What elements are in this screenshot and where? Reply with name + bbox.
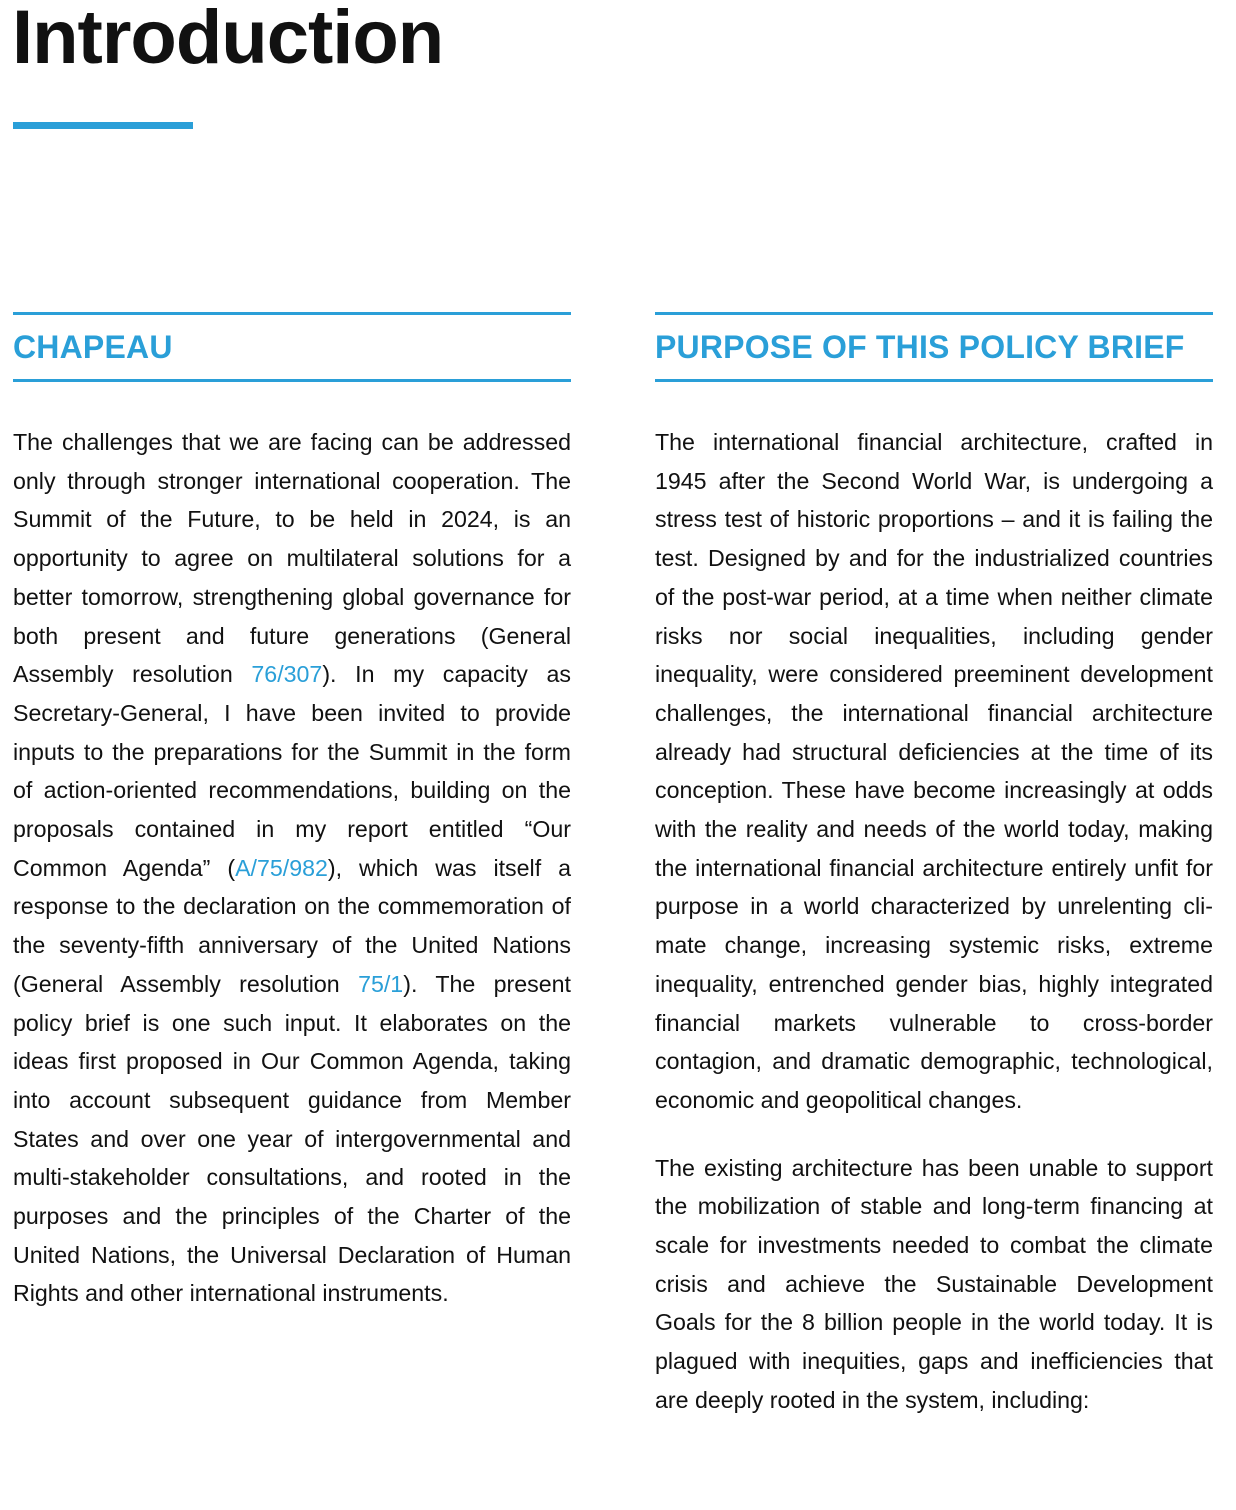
chapeau-text-4: ). The present policy brief is one such input. It elaborates on the ideas first proposed in Our Common Agenda, taking into account subsequent guidance from Member States and over one year of intergovernmental and multi-stakeholder consultations, and rooted in the purposes and the principles of the Charter of the United Nations, the Universal Declaration of Human Rights and other international instruments. [13, 970, 571, 1307]
chapeau-text-2: ). In my capacity as Secretary-General, I have been invited to provide inputs to the preparations for the Summit in the form of action-oriented recommendations, building on the proposals contained in my report entitled “Our Common Agenda” ( [13, 661, 571, 881]
purpose-header [655, 312, 1213, 382]
purpose-body [655, 423, 1213, 1420]
chapeau-paragraph [13, 423, 571, 1313]
chapeau-header [13, 312, 571, 382]
chapeau-heading: CHAPEAU [13, 328, 173, 365]
purpose-section [655, 312, 1213, 1420]
purpose-paragraph-1: The international financial architecture, crafted in 1945 after the Second World War, is undergoing a stress test of historic proportions – and it is failing the test. Designed by and for the industrialized countries of the post-war period, at a time when neither climate risks nor social inequalities, including gender inequality, were considered preeminent development challenges, the international financial architecture already had structural deficiencies at the time of its conception. These have become increasingly at odds with the reality and needs of the world today, making the international financial architecture entirely unfit for purpose in a world characterized by unrelenting climate change, increasing systemic risks, extreme inequality, entrenched gender bias, highly integrated financial markets vulnerable to cross-border contagion, and dramatic demographic, technological, economic and geopolitical changes. [655, 429, 1213, 1113]
purpose-paragraph-2: The existing architecture has been unable to support the mobilization of stable and long-term financing at scale for investments needed to combat the climate crisis and achieve the Sustainable Development Goals for the 8 billion people in the world today. It is plagued with inequities, gaps and inefficiencies that are deeply rooted in the system, including: [655, 1154, 1213, 1413]
chapeau-section [13, 312, 571, 1313]
resolution-75-1-link[interactable]: 75/1 [358, 970, 404, 997]
chapeau-body [13, 423, 571, 1313]
title-accent-rule [13, 122, 193, 129]
chapeau-text-3: ), which was itself a response to the declaration on the commemoration of the seventy-fifth anniversary of the United Nations (General Assembly resolution [13, 854, 571, 997]
chapeau-text-1: The challenges that we are facing can be addressed only through stronger international cooperation. The Summit of the Future, to be held in 2024, is an opportunity to agree on multilateral solutions for a better tomorrow, strengthening global governance for both present and future generations (General Assembly resolution [13, 429, 571, 688]
page-title: Introduction [12, 0, 444, 80]
report-a-75-982-link[interactable]: A/75/982 [235, 854, 328, 881]
resolution-76-307-link[interactable]: 76/307 [251, 661, 323, 688]
purpose-heading: PURPOSE OF THIS POLICY BRIEF [655, 328, 1185, 365]
